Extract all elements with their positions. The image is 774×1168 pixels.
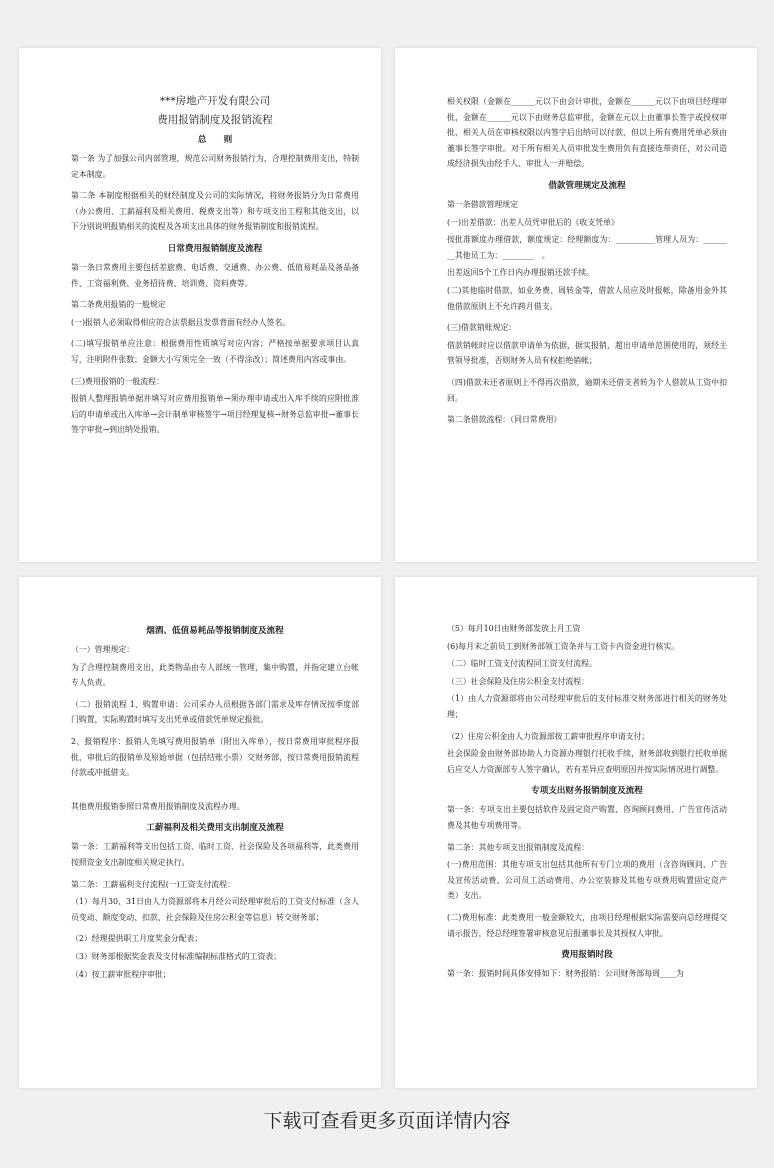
paragraph: 按批准额度办理借款，额度规定：经理额度为：__________管理人员为：________其他员工为：________ 。: [447, 235, 727, 260]
section-heading-special: 专项支出财务报销制度及流程: [531, 786, 643, 797]
document-title: 费用报销制度及报销流程: [157, 114, 273, 126]
paragraph: (一)出差借款：出差人员凭审批后的《收支凭单》: [447, 217, 619, 227]
paragraph: （3）财务部根据奖金表及支付标准编制标准格式的工资表；: [71, 951, 282, 961]
paragraph: 第一条借款管理规定: [447, 199, 519, 209]
paragraph: 第一条：工薪福利等支出包括工资、临时工资、社会保险及各项福利等，此类费用按照资金支出制度相关规定执行。: [71, 842, 359, 867]
paragraph: 社会保险金由财务部协助人力资源办理银行托收手续，财务部收到银行托收单据后应交人力资源部专人签字确认，若有差异应查明原因并按实际情况进行调整。: [447, 749, 727, 774]
paragraph: 第二条 本制度根据相关的财经制度及公司的实际情况，将财务报销分为日常费用（办公费用、工薪福利及相关费用、税费支出等）和专项支出工程和其他支出，以下分别说明报销相关的流程及各项支出具体的财务报销制度和报销流程。: [71, 191, 359, 232]
paragraph: （2）经理提供职工月度奖金分配表；: [71, 934, 203, 944]
section-heading-general: 总 则: [197, 135, 233, 145]
paragraph: (一)报销人必须取得相应的合法票据且发票背面有经办人签名。: [71, 317, 291, 327]
paragraph: （三）社会保险及住房公积金支付流程：: [447, 676, 590, 686]
paragraph: 2、报销程序：报销人先填写费用报销单（附出入库单），按日常费用审批程序报批，审批后的报销单及原始单据（包括结账小票）交财务部，按日常费用报销流程付款或冲抵借支。: [71, 736, 359, 778]
section-heading-salary: 工薪福利及相关费用支出制度及流程: [146, 823, 284, 834]
paragraph: (二)其他临时借款，如业务费、周转金等，借款人员应及时报帐，除备用金外其他借款原则上不允许跨月借支。: [447, 285, 727, 311]
paragraph: (二)费用标准：此类费用一般金额较大，由项目经理根据实际需要向总经理提交请示报告，经总经理签署审核意见后报董事长及其授权人审批。: [447, 912, 727, 938]
paragraph: （四)借款未还者原则上不得再次借款，逾期未还借支者转为个人借款从工资中扣回。: [447, 377, 727, 403]
paragraph: 借款销帐时应以借款申请单为依据，据实报销，超出申请单范围使用的，须经主管领导批准，否则财务人员有权拒绝销帐；: [447, 340, 727, 366]
document-page-3: [19, 577, 381, 1088]
paragraph: 第一条 为了加强公司内部管理，规范公司财务报销行为，合理控制费用支出，特制定本制度。: [71, 154, 359, 179]
paragraph: 报销人整理报销单据并填写对应费用报销单→须办理申请或出入库手续的应附批准后的申请单或出入库单→会计制单审核签字→项目经理复核→财务总监审批→董事长签字审批→到出纳处报销。: [71, 394, 359, 435]
paragraph: 第二条费用报销的一般规定: [71, 300, 166, 310]
paragraph: （1）由人力资源部将由公司经理审批后的支付标准交财务部进行相关的财务处理；: [447, 694, 727, 719]
paragraph: 第一条日常费用主要包括差旅费、电话费、交通费、办公费、低值易耗品及备品备件、工资福利费、业务招待费、培训费、资料费等。: [71, 262, 359, 288]
paragraph: （5）每月10日由财务部发放上月工资: [447, 624, 581, 633]
paragraph: (三)借款销账规定：: [447, 323, 517, 333]
paragraph: （二）临时工资支付流程同工资支付流程。: [447, 659, 597, 669]
paragraph: (一)费用范围：其他专项支出包括其他所有专门立项的费用（含咨询顾问、广告及宣传活动费、公司员工活动费用、办公室装修及其他专项费用购置固定资产类）支出。: [447, 860, 727, 901]
paragraph: 第二条：其他专项支出报销制度及流程：: [447, 842, 590, 852]
paragraph: （二）报销流程 1、购置申请：公司采办人员根据各部门需求及库存情况按季度部门购置，实际购置时填写支出凭单或借款凭单规定报批。: [71, 699, 359, 725]
document-page-2: [395, 48, 757, 562]
paragraph: 第二条：工薪福利支付流程(一)工资支付流程：: [71, 879, 235, 889]
section-heading-time: 费用报销时段: [561, 950, 613, 961]
paragraph: 第一条：报销时间具体安排如下：财务报销：公司财务部每周____为: [447, 969, 684, 979]
paragraph: (二)填写报销单应注意：根据费用性质填写对应内容；严格按单据要求项目认真写，注明附件张数；金额大小写须完全一致（不得涂改）；简述费用内容或事由。: [71, 339, 359, 364]
paragraph: 为了合理控制费用支出，此类物品由专人部统一管理，集中购置，并指定建立台帐专人负责。: [71, 662, 359, 688]
section-heading-loan: 借款管理规定及流程: [548, 180, 626, 191]
paragraph: 出差返回5个工作日内办理报销还款手续。: [447, 268, 595, 278]
download-more-link[interactable]: 下载可查看更多页面详情内容: [263, 1110, 511, 1132]
company-name: ***房地产开发有限公司: [159, 95, 271, 107]
paragraph: （4）按工薪审批程序审批；: [71, 969, 171, 979]
paragraph: (三)费用报销的一般流程：: [71, 376, 164, 386]
section-heading-tobacco: 烟酒、低值易耗品等报销制度及流程: [146, 626, 284, 636]
document-page-4: [395, 577, 757, 1088]
paragraph: 第二条借款流程：（同日常费用）: [447, 415, 562, 425]
paragraph: 相关权限（金额在______元以下由会计审批，金额在______元以下由项目经理审批，金额在______元以下由财务总监审批，金额在元以上由董事长签字或授权审批，相关人员在审核权限以内签字后出纳可以付款，但以上所有费用凭单必须由董事长签字审批。对于所有相关人员审批发生费用负有直接连带责任，对公司造成经济损失由经手人、审批人一并赔偿。: [447, 97, 727, 169]
paragraph: （一）管理规定：: [71, 645, 135, 654]
paragraph: (6)每月末之前员工到财务部领工资条并与工资卡内资金进行核实。: [447, 641, 680, 651]
paragraph: 第一条：专项支出主要包括软件及固定资产购置、咨询顾问费用、广告宣传活动费及其他专项费用等。: [447, 805, 727, 830]
paragraph: 其他费用报销参照日常费用报销制度及流程办理。: [71, 801, 245, 811]
paragraph: （2）住房公积金由人力资源部按工薪审批程序申请支付；: [447, 731, 650, 741]
paragraph: （1）每月30、31日由人力资源部将本月经公司经理审批后的工资支付标准（含人员变动、额度变动、扣款、社会保险及住房公积金等信息）转交财务部；: [71, 897, 359, 922]
section-heading-daily: 日常费用报销制度及流程: [167, 243, 263, 254]
document-page-1: [19, 48, 381, 562]
